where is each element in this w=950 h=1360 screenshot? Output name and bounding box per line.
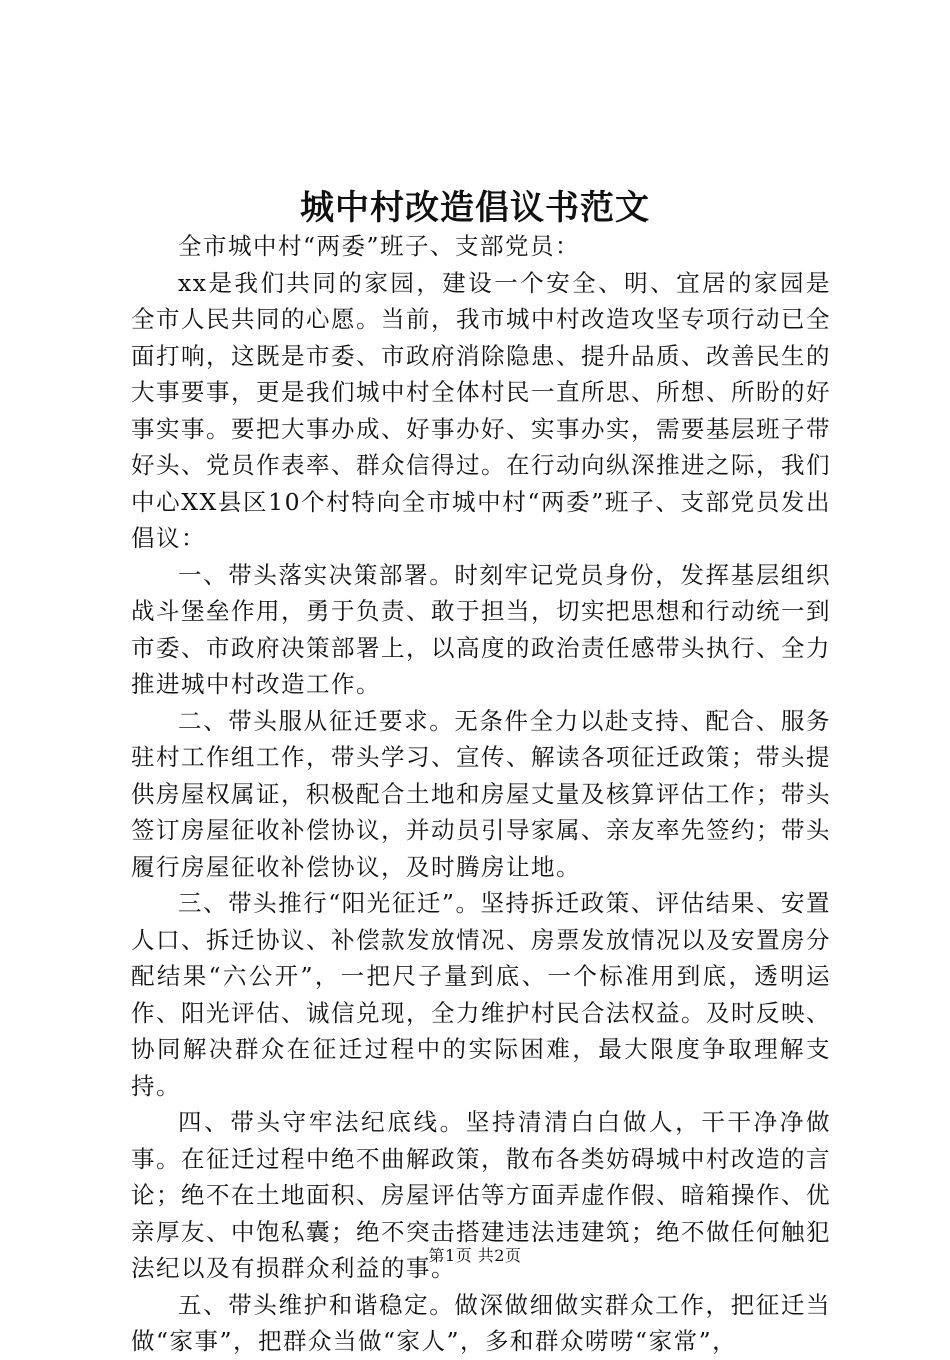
document-title: 城中村改造倡议书范文 <box>300 188 650 228</box>
proposal-paragraph-2: 二、带头服从征迁要求。无条件全力以赴支持、配合、服务驻村工作组工作，带头学习、宣传、解读各项征迁政策；带头提供房屋权属证，积极配合土地和房屋丈量及核算评估工作；带头签订房屋征收补偿协议，并动员引导家属、亲友率先签约；带头履行房屋征收补偿协议，及时腾房让地。 <box>131 706 831 881</box>
salutation-paragraph: 全市城中村“两委”班子、支部党员： <box>178 232 581 260</box>
proposal-paragraph-3: 三、带头推行“阳光征迁”。坚持拆迁政策、评估结果、安置人口、拆迁协议、补偿款发放情况、房票发放情况以及安置房分配结果“六公开”，一把尺子量到底、一个标准用到底，透明运作、阳光评估、诚信兑现，全力维护村民合法权益。及时反映、协同解决群众在征迁过程中的实际困难，最大限度争取理解支持。 <box>131 889 831 1100</box>
document-body <box>131 228 831 1360</box>
proposal-paragraph-1: 一、带头落实决策部署。时刻牢记党员身份，发挥基层组织战斗堡垒作用，勇于负责、敢于担当，切实把思想和行动统一到市委、市政府决策部署上，以高度的政治责任感带头执行、全力推进城中村改造工作。 <box>131 560 831 698</box>
intro-paragraph: xx是我们共同的家园，建设一个安全、明、宜居的家园是全市人民共同的心愿。当前，我市城中村改造攻坚专项行动已全面打响，这既是市委、市政府消除隐患、提升品质、改善民生的大事要事，更是我们城中村全体村民一直所思、所想、所盼的好事实事。要把大事办成、好事办好、实事办实，需要基层班子带好头、党员作表率、群众信得过。在行动向纵深推进之际，我们中心XX县区10个村特向全市城中村“两委”班子、支部党员发出倡议： <box>131 268 831 552</box>
proposal-paragraph-4: 四、带头守牢法纪底线。坚持清清白白做人，干干净净做事。在征迁过程中绝不曲解政策，散布各类妨碍城中村改造的言论；绝不在土地面积、房屋评估等方面弄虚作假、暗箱操作、优亲厚友、中饱私囊；绝不突击搭建违法违建筑；绝不做任何触犯法纪以及有损群众利益的事。 <box>131 1108 831 1282</box>
page-number-footer: 第1页 共2页 <box>428 1246 522 1265</box>
proposal-paragraph-5: 五、带头维护和谐稳定。做深做细做实群众工作，把征迁当做“家事”，把群众当做“家人”，多和群众唠唠“家常”， <box>131 1290 831 1355</box>
